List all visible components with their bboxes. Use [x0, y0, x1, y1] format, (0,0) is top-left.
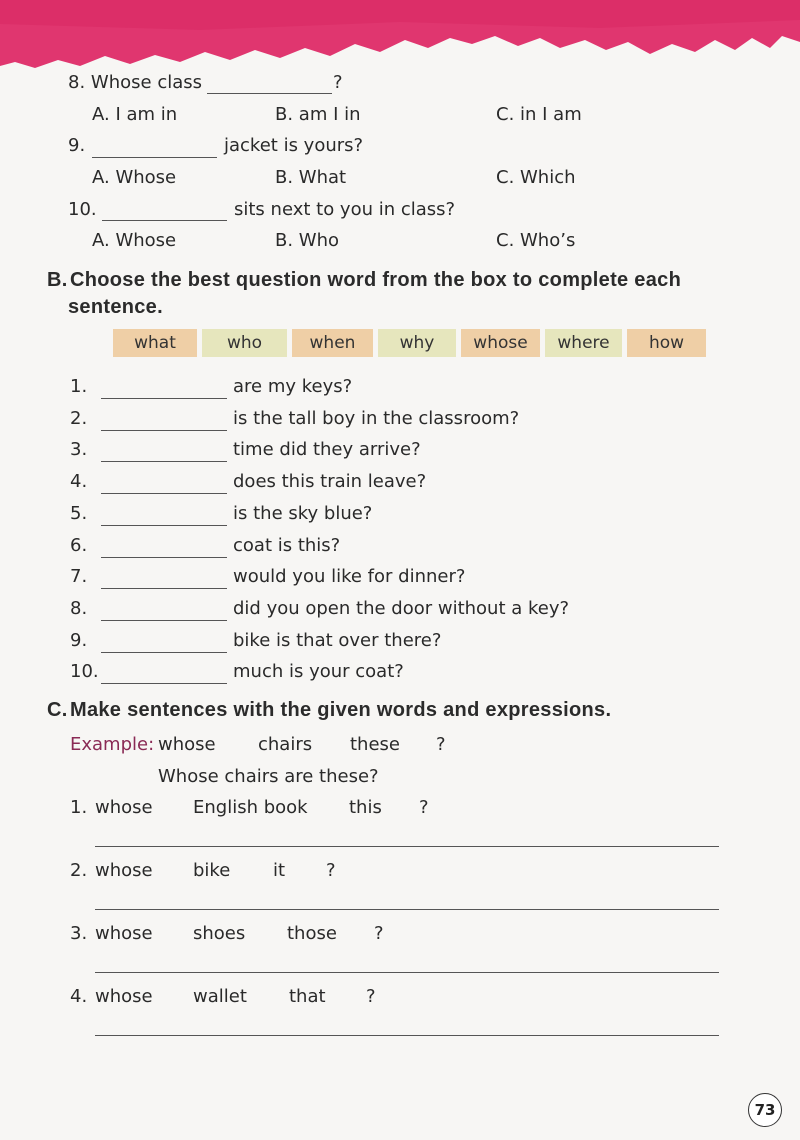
b-item-number: 1.: [70, 376, 88, 397]
c-item-number: 3.: [70, 923, 88, 944]
b-item-blank[interactable]: [101, 652, 227, 653]
a-q8-option-c[interactable]: C. in I am: [496, 104, 582, 125]
word-box-item: what: [113, 329, 197, 357]
c-answer-line[interactable]: [95, 909, 719, 910]
c-item-word: those: [287, 923, 337, 944]
example-word-3: these: [350, 734, 400, 755]
c-item-word: it: [273, 860, 286, 881]
a-q9-text: jacket is yours?: [224, 135, 364, 156]
b-item-blank[interactable]: [101, 557, 227, 558]
c-item-word: English book: [193, 797, 308, 818]
example-word-2: chairs: [258, 734, 313, 755]
b-item-text: time did they arrive?: [233, 439, 421, 461]
word-box-item: when: [292, 329, 373, 357]
c-item-number: 2.: [70, 860, 88, 881]
c-answer-line[interactable]: [95, 846, 719, 847]
b-item-number: 5.: [70, 502, 88, 524]
a-q10-num: 10.: [68, 199, 97, 220]
b-item-text: much is your coat?: [233, 661, 404, 683]
b-item-text: is the sky blue?: [233, 502, 373, 524]
a-q8-option-b[interactable]: B. am I in: [275, 104, 361, 125]
a-q8-mark: ?: [333, 72, 343, 93]
b-item-blank[interactable]: [101, 430, 227, 431]
b-item-text: is the tall boy in the classroom?: [233, 407, 520, 429]
b-item-number: 6.: [70, 534, 88, 556]
c-item-word: whose: [95, 797, 153, 818]
c-item-number: 1.: [70, 797, 88, 818]
a-q10-option-b[interactable]: B. Who: [275, 230, 340, 251]
a-q8-text: 8. Whose class: [68, 72, 202, 93]
c-item-word: this: [349, 797, 382, 818]
c-item-word: whose: [95, 986, 153, 1007]
a-q10-option-a[interactable]: A. Whose: [92, 230, 177, 251]
b-item-blank[interactable]: [101, 620, 227, 621]
section-c-title: Make sentences with the given words and expressions.: [70, 699, 612, 721]
a-q10-text: sits next to you in class?: [234, 199, 456, 220]
section-b-title-line1: Choose the best question word from the box to complete each: [70, 269, 682, 291]
a-q8-option-a[interactable]: A. I am in: [92, 104, 178, 125]
b-item-number: 8.: [70, 597, 88, 619]
section-b-letter: B.: [47, 269, 68, 291]
c-item-word: ?: [326, 860, 336, 881]
b-item-text: did you open the door without a key?: [233, 597, 570, 619]
c-item-word: bike: [193, 860, 231, 881]
b-item-blank[interactable]: [101, 398, 227, 399]
b-item-number: 2.: [70, 407, 88, 429]
c-item-word: ?: [366, 986, 376, 1007]
b-item-number: 10.: [70, 661, 99, 683]
word-box-item: who: [202, 329, 287, 357]
b-item-blank[interactable]: [101, 525, 227, 526]
word-box-item: how: [627, 329, 706, 357]
b-item-number: 7.: [70, 566, 88, 588]
b-item-number: 9.: [70, 629, 88, 651]
b-item-number: 3.: [70, 439, 88, 461]
b-item-number: 4.: [70, 471, 88, 493]
example-word-1: whose: [158, 734, 216, 755]
c-item-word: shoes: [193, 923, 246, 944]
b-item-blank[interactable]: [101, 461, 227, 462]
a-q8-blank[interactable]: [207, 93, 332, 94]
section-b-title-line2: sentence.: [68, 296, 163, 318]
b-item-text: would you like for dinner?: [233, 566, 466, 588]
a-q10-blank[interactable]: [102, 220, 227, 221]
page-number: 73: [748, 1093, 782, 1127]
section-c-letter: C.: [47, 699, 68, 721]
b-item-blank[interactable]: [101, 588, 227, 589]
example-label: Example:: [70, 734, 155, 755]
b-item-text: does this train leave?: [233, 471, 427, 493]
a-q10-option-c[interactable]: C. Who’s: [496, 230, 576, 251]
b-item-text: coat is this?: [233, 534, 341, 556]
a-q9-blank[interactable]: [92, 157, 217, 158]
c-item-word: whose: [95, 860, 153, 881]
a-q9-option-a[interactable]: A. Whose: [92, 167, 177, 188]
word-box: [113, 329, 706, 357]
c-answer-line[interactable]: [95, 972, 719, 973]
c-item-word: ?: [374, 923, 384, 944]
word-box-item: whose: [461, 329, 540, 357]
a-q9-num: 9.: [68, 135, 86, 156]
c-item-word: whose: [95, 923, 153, 944]
b-item-text: are my keys?: [233, 376, 353, 397]
b-item-text: bike is that over there?: [233, 629, 442, 651]
a-q9-option-c[interactable]: C. Which: [496, 167, 576, 188]
b-item-blank[interactable]: [101, 493, 227, 494]
a-q9-option-b[interactable]: B. What: [275, 167, 347, 188]
example-word-4: ?: [436, 734, 446, 755]
word-box-item: why: [378, 329, 456, 357]
c-item-word: ?: [419, 797, 429, 818]
b-item-blank[interactable]: [101, 683, 227, 684]
c-item-number: 4.: [70, 986, 88, 1007]
c-answer-line[interactable]: [95, 1035, 719, 1036]
c-item-word: that: [289, 986, 326, 1007]
example-answer: Whose chairs are these?: [158, 766, 379, 787]
word-box-item: where: [545, 329, 622, 357]
c-item-word: wallet: [193, 986, 247, 1007]
